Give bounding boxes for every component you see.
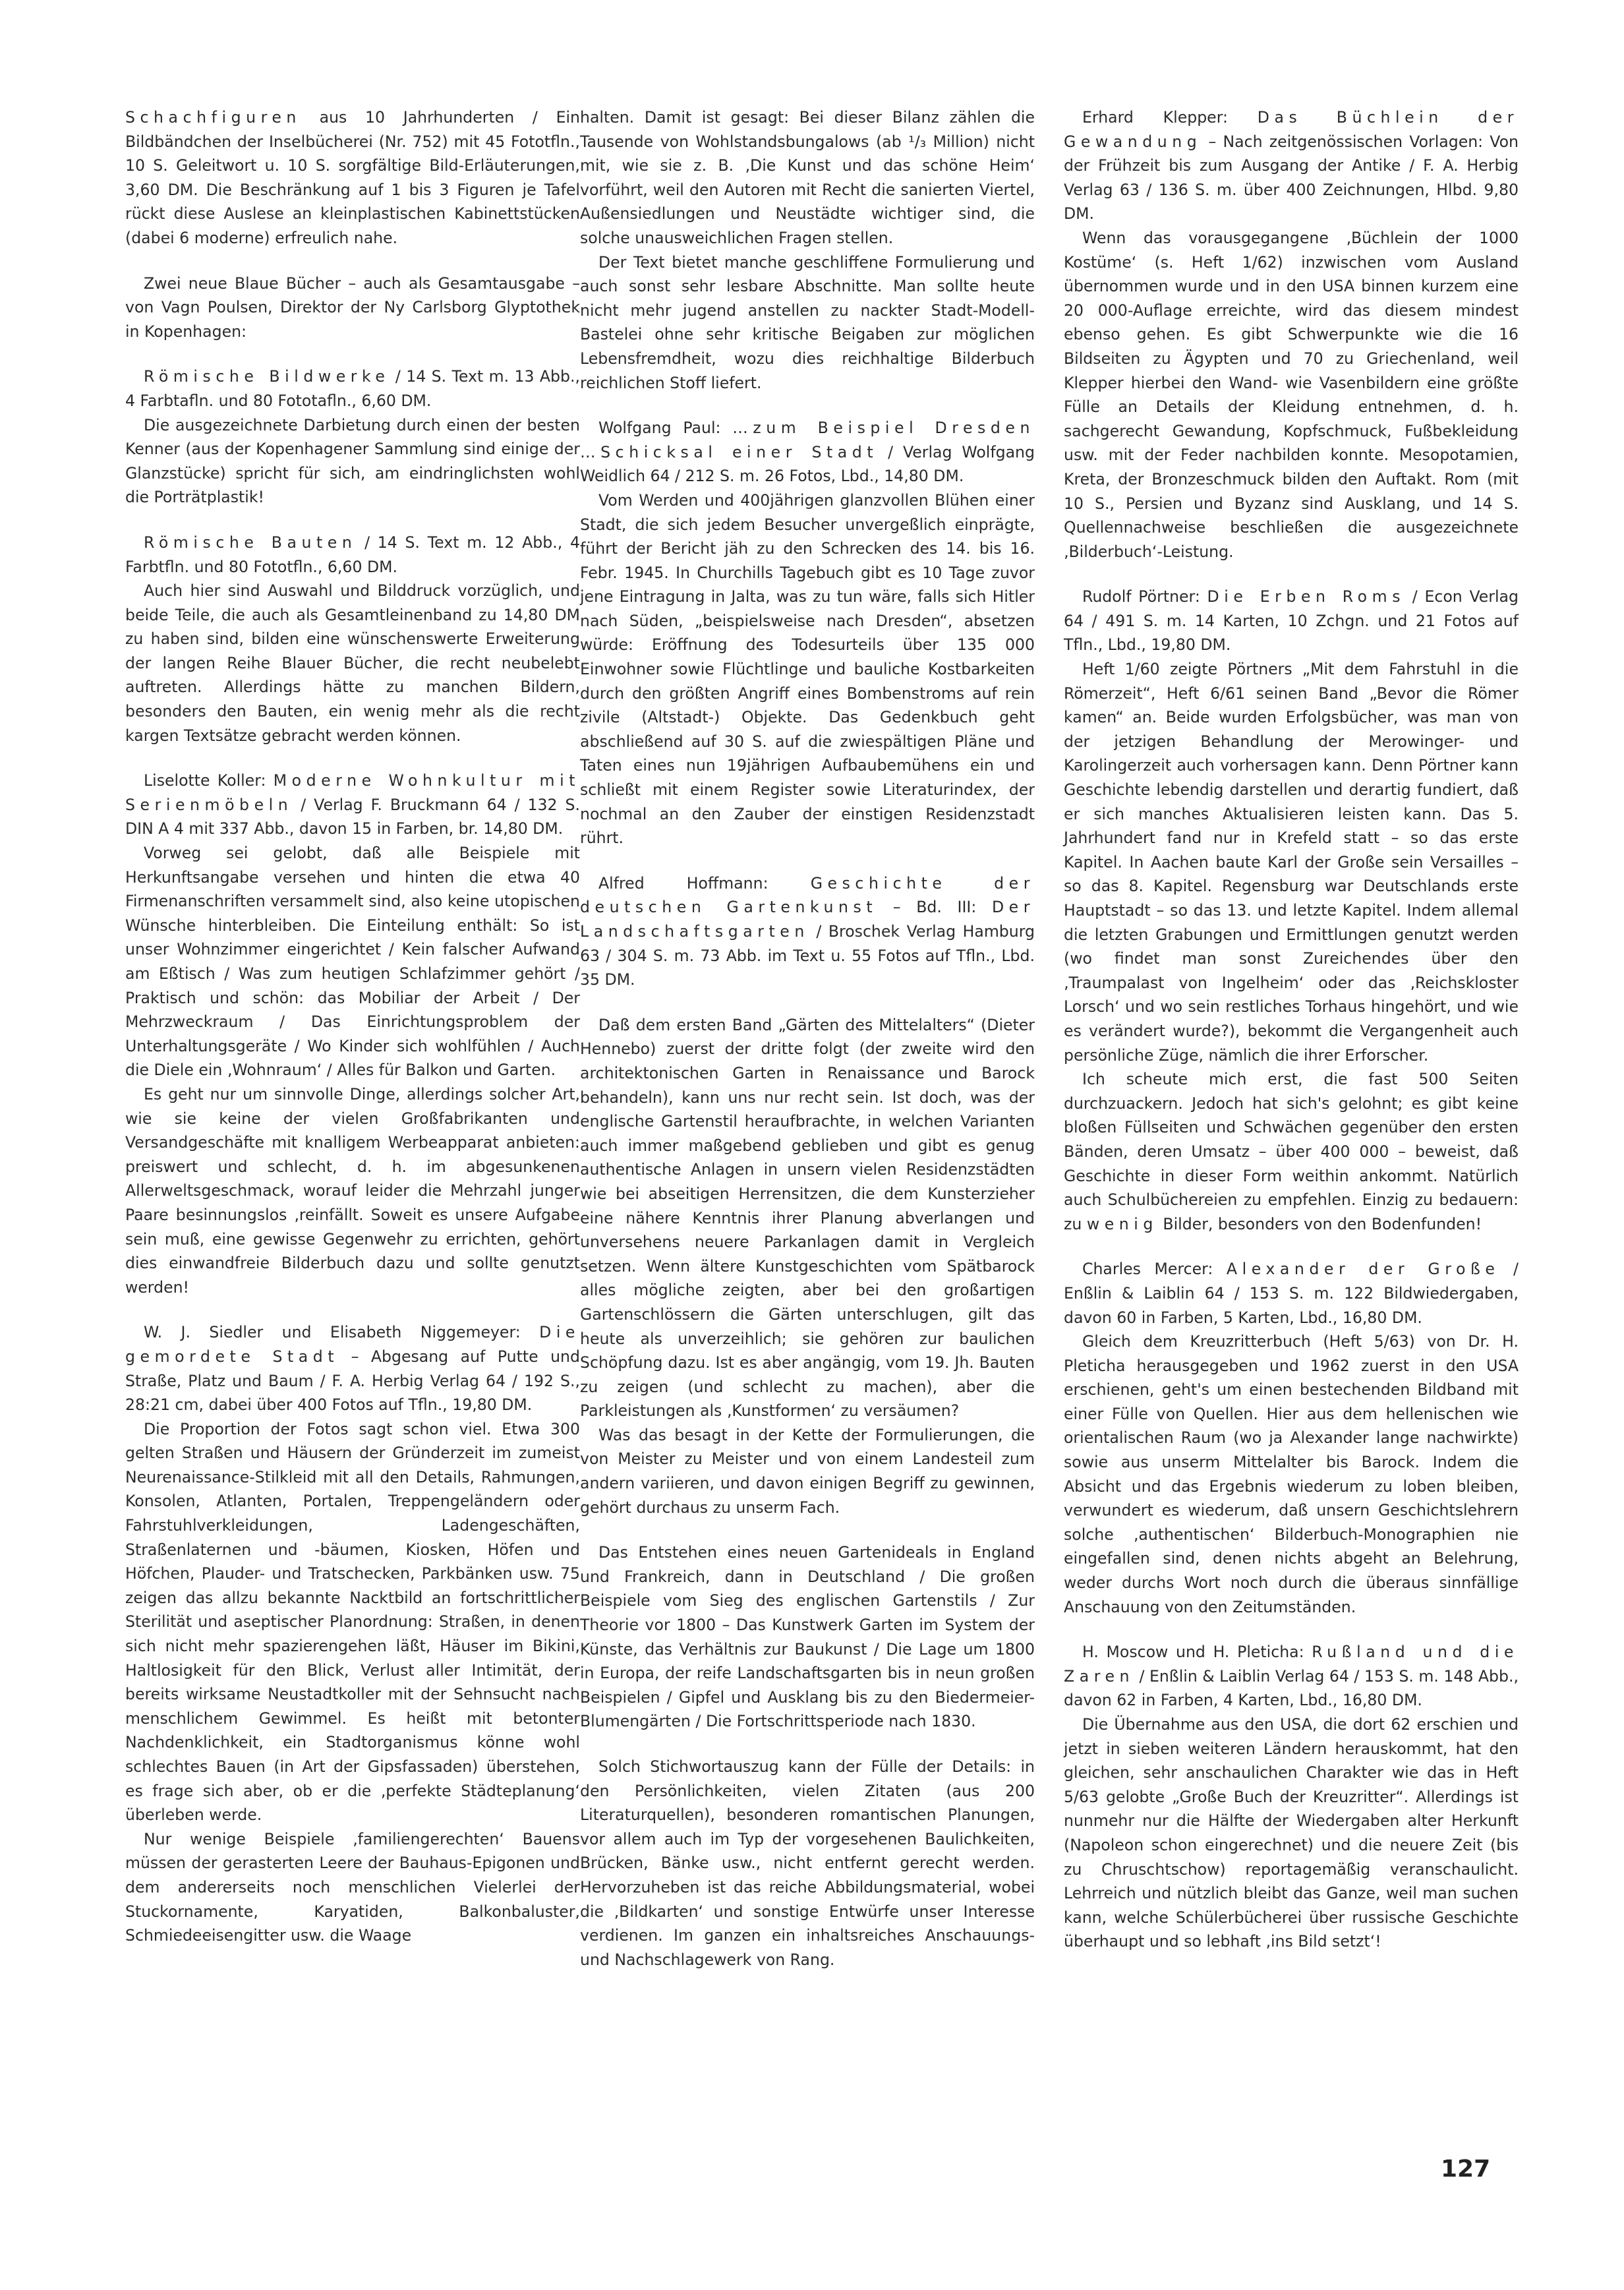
- body-text: Heft 1/60 zeigte Pörtners „Mit dem Fahrstuhl in die Römerzeit“, Heft 6/61 seinen Band „Bevor die Römer kamen“ an. Beide wurden Erfolgsbücher, was man von der jetzigen Behandlung der Merowinger- und Karolingerzeit auch vorhersagen kann. Denn Pörtner kann Geschichte lebendig darstellen und derartig fundiert, daß er sich manches Aktualisieren leisten kann. Das 5. Jahrhundert fand nur in Krefeld statt – so das erste Kapitel. In Aachen baute Karl der Große sein Versailles – so das 8. Kapitel. Regensburg war Deutschlands erste Hauptstadt – so das 13. und letzte Kapitel. Indem allemal die letzten Grabungen und Ermittlungen genutzt werden (wo findet man sonst Zureichendes über den ‚Traumpalast von Ingelheim‘ oder das ‚Reichskloster Lorsch‘ und wo sein restliches Torhaus hingehört, und wie es verändert wurde?), bekommt die Vergangenheit auch persönliche Züge, nämlich die ihrer Erforscher.: [1064, 660, 1519, 1065]
- body-text: Der Text bietet manche geschliffene Formulierung und auch sonst sehr lesbare Abschnitte. Man sollte heute nicht mehr jugend anstellen zu nackter Stadt-Modell-Bastelei ohne sehr kritische Beigaben zur möglichen Lebensfremdheit, wozu dies reichhaltige Bilderbuch reichlichen Stoff liefert.: [580, 252, 1035, 392]
- body-text: Das Entstehen eines neuen Gartenideals in England und Frankreich, dann in Deutschland / Die großen Beispiele vom Sieg des englischen Gartenstils / Zur Theorie vor 1800 – Das Kunstwerk Garten im System der Künste, das Verhältnis zur Baukunst / Die Lage um 1800 in Europa, der reife Landschaftsgarten bis in neun großen Beispielen / Gipfel und Ausklang bis zu den Biedermeier-Blumengärten / Die Fortschrittsperiode nach 1830.: [580, 1543, 1035, 1731]
- paragraph: [1064, 226, 1519, 564]
- body-text: Wenn das vorausgegangene ‚Büchlein der 1000 Kostüme‘ (s. Heft 1/62) inzwischen vom Ausland übernommen wurde und in den USA binnen kurzem eine 20 000-Auflage erreichte, wird das diesem mindest ebenso gehen. Es gibt Schwerpunkte wie die 16 Bildseiten zu Ägypten und 70 zu Griechenland, weil Klepper hierbei den Wand- wie Vasenbildern eine größte Fülle an Details der Kleidung entnehmen, d. h. sachgerecht Gewandung, Kopfschmuck, Fußbekleidung usw. mit der Feder nachbilden konnte. Mesopotamien, Kreta, der Bronzeschmuck bilden den Auftakt. Rom (mit 10 S., Persien und Byzanz sind Ausklang, und 14 S. Quellennachweise beschließen die ausgezeichnete ‚Bilderbuch‘-Leistung.: [1064, 228, 1519, 561]
- paragraph: [580, 250, 1035, 396]
- body-text: Ich scheute mich erst, die fast 500 Seiten durchzuackern. Jedoch hat sich's gelohnt; es gibt keine bloßen Füllseiten und Schwächen gegenüber den ersten Bänden, deren Umsatz – über 400 000 – beweist, daß Geschichte in dieser Form weithin ankommt. Natürlich auch Schulbüchereien zu empfehlen. Einzig zu bedauern: zu: [1064, 1070, 1519, 1233]
- spaced-title-text: Moderne Wohnkultur mit Serienmöbeln: [125, 771, 580, 814]
- spaced-title-text: Die gemordete Stadt: [125, 1323, 580, 1366]
- paragraph: [1064, 585, 1519, 657]
- paragraph: [580, 416, 1035, 488]
- page-number: 127: [1441, 2156, 1491, 2183]
- spaced-title-text: wenig: [1086, 1214, 1158, 1233]
- paragraph: [125, 105, 580, 250]
- paragraph: [125, 1082, 580, 1299]
- body-text: Wolfgang Paul:: [598, 419, 733, 438]
- body-text: halten. Damit ist gesagt: Bei dieser Bilanz zählen die Tausende von Wohlstandsbungalows (ab ¹/₃ Million) nicht mit, wie sie z. B. ‚Die Kunst und das schöne Heim‘ vorführt, weil den Autoren mit Recht die sanierten Viertel, Außensiedlungen und Neustädte wichtiger sind, die solche unausweichlichen Fragen stellen.: [580, 108, 1035, 247]
- body-text: Die ausgezeichnete Darbietung durch einen der besten Kenner (aus der Kopenhagener Sammlung sind einige der Glanzstücke) spricht für sich, am eindringlichsten wohl die Porträtplastik!: [125, 415, 580, 507]
- body-text: Die Übernahme aus den USA, die dort 62 erschien und jetzt in sieben weiteren Ländern herauskommt, hat den gleichen, sehr anschaulichen Charakter wie das in Heft 5/63 gelobte „Große Buch der Kreuzritter“. Allerdings ist nunmehr nur die Hälfte der Wiedergaben alter Herkunft (Napoleon schon eingerechnet) und die neuere Zeit (bis zu Chruschtschow) reportagemäßig veranschaulicht. Lehrreich und nützlich bleibt das Ganze, weil man suchen kann, welche Schülerbücherei über russische Geschichte überhaupt und so lebhaft ‚ins Bild setzt‘!: [1064, 1715, 1519, 1951]
- paragraph: [125, 365, 580, 413]
- spaced-title-text: Geschichte der deutschen Gartenkunst: [580, 873, 1035, 917]
- body-text: Bilder, besonders von den Bodenfunden!: [1157, 1214, 1482, 1233]
- paragraph-gap: [125, 250, 580, 272]
- body-text: Nur wenige Beispiele ‚familiengerechten‘ Bauens müssen der gerasterten Leere der Bauhaus-Epigonen und dem andererseits noch menschlichen Vielerlei der Stuckornamente, Karyatiden, Balkonbaluster, Schmiedeeisengitter usw. die Waage: [125, 1829, 580, 1945]
- body-text: / Econ Verlag 64 / 491 S. m. 14 Karten, 10 Zchgn. und 21 Fotos auf Tfln., Lbd., 19,80 DM.: [1064, 587, 1519, 655]
- paragraph: [580, 1423, 1035, 1519]
- paragraph-gap: [125, 510, 580, 531]
- paragraph: [580, 1755, 1035, 1972]
- body-text: / Enßlin & Laiblin Verlag 64 / 153 S. m. 148 Abb., davon 62 in Farben, 4 Karten, Lbd., 16,80 DM.: [1064, 1666, 1519, 1710]
- body-text: Es geht nur um sinnvolle Dinge, allerdings solcher Art, wie sie keine der vielen Großfabrikanten und Versandgeschäfte mit knalligem Werbeapparat anbieten: preiswert und schlecht, d. h. im abgesunkenen Allerweltsgeschmack, worauf leider die Mehrzahl junger Paare besinnungslos ‚reinfällt. Soweit es unsere Aufgabe sein muß, eine gewisse Gegenwehr zu errichten, gehört dies einwandfreie Bilderbuch dazu und sollte genutzt werden!: [125, 1084, 580, 1297]
- paragraph: [1064, 657, 1519, 1067]
- spaced-title-text: Die Erben Roms: [1207, 587, 1406, 606]
- body-text: W. J. Siedler und Elisabeth Niggemeyer:: [144, 1323, 540, 1342]
- body-text: / Enßlin & Laiblin 64 / 153 S. m. 122 Bildwiedergaben, davon 60 in Farben, 5 Karten, Lbd., 16,80 DM.: [1064, 1260, 1519, 1327]
- body-text: – Bd. III:: [877, 898, 992, 917]
- body-text: – Nach zeitgenössischen Vorlagen: Von der Frühzeit bis zum Ausgang der Antike / F. A. Herbig Verlag 63 / 136 S. m. über 400 Zeichnungen, Hlbd. 9,80 DM.: [1064, 132, 1519, 223]
- body-text: Gleich dem Kreuzritterbuch (Heft 5/63) von Dr. H. Pleticha herausgegeben und 1962 zuerst in den USA erschienen, geht's um einen bestechenden Bildband mit einer Fülle von Quellen. Hier aus dem hellenischen wie orientalischen Raum (wo ja Alexander lange nachwirkte) sowie aus unserm Mittelalter bis Barock. Indem die Absicht und das Ergebnis wiederum zu loben bleiben, verwundert es wiederum, daß unsern Geschichtslehrern solche ‚authentischen‘ Bilderbuch-Monographien nie eingefallen sind, denen nichts abgeht an Belehrung, weder durchs Wort noch durch die überaus sinnfällige Anschauung von den Zeitumständen.: [1064, 1332, 1519, 1616]
- paragraph-gap: [580, 1734, 1035, 1755]
- paragraph-gap: [580, 395, 1035, 416]
- paragraph-gap: [1064, 564, 1519, 585]
- body-text: / 14 S. Text m. 12 Abb., 4 Farbtfln. und 80 Fototfln., 6,60 DM.: [125, 533, 580, 576]
- paragraph: [125, 579, 580, 748]
- paragraph-gap: [580, 850, 1035, 871]
- body-text: Liselotte Koller:: [144, 771, 274, 790]
- paragraph: [125, 841, 580, 1082]
- body-text: Alfred Hoffmann:: [598, 873, 811, 893]
- spaced-title-text: Römische Bauten: [144, 533, 357, 552]
- body-text: aus 10 Jahrhunderten / Ein Bildbändchen der Inselbücherei (Nr. 752) mit 45 Fototfln., 10 S. Geleitwort u. 10 S. sorgfältige Bild-Erläuterungen, 3,60 DM. Die Beschränkung auf 1 bis 3 Figuren je Tafel rückt diese Auslese an kleinplastischen Kabinettstücken (dabei 6 moderne) erfreulich nahe.: [125, 108, 580, 247]
- body-text: H. Moscow und H. Pleticha:: [1082, 1643, 1312, 1662]
- body-text: – Abgesang auf Putte und Straße, Platz und Baum / F. A. Herbig Verlag 64 / 192 S., 28:21 cm, dabei über 400 Fotos auf Tfln., 19,80 DM.: [125, 1347, 580, 1415]
- paragraph: [580, 1541, 1035, 1734]
- body-text: Auch hier sind Auswahl und Bilddruck vorzüglich, und beide Teile, die auch als Gesamtleinenband zu 14,80 DM zu haben sind, bilden eine wünschenswerte Erweiterung der langen Reihe Blauer Bücher, die recht neubelebt auftreten. Allerdings hätte zu manchen Bildern, besonders den Bauten, ein wenig mehr als die recht kargen Textsätze gebracht werden können.: [125, 581, 580, 745]
- spaced-title-text: Das Büchlein der Gewandung: [1064, 108, 1519, 151]
- body-text: Rudolf Pörtner:: [1082, 587, 1207, 606]
- paragraph: [125, 1827, 580, 1948]
- paragraph: [1064, 1257, 1519, 1330]
- paragraph: [580, 871, 1035, 992]
- spaced-title-text: …zum Beispiel Dresden …Schicksal einer Stadt: [580, 419, 1035, 461]
- paragraph: [1064, 1640, 1519, 1713]
- body-text: Die Proportion der Fotos sagt schon viel. Etwa 300 gelten Straßen und Häusern der Gründerzeit im zumeist Neurenaissance-Stilkleid mit all den Details, Rahmungen, Konsolen, Atlanten, Portalen, Treppengeländern oder Fahrstuhlverkleidungen, Ladengeschäften, Straßenlaternen und -bäumen, Kiosken, Höfen und Höfchen, Plauder- und Tratschecken, Parkbänken usw. 75 zeigen das allzu bekannte Nacktbild an fortschrittlicher Sterilität und aseptischer Planordnung: Straßen, in denen sich nicht mehr spazierengehen läßt, Häuser im Bikini, Haltlosigkeit für den Blick, Verlust aller Intimität, der bereits wirksame Neustadtkoller mit der Sehnsucht nach menschlichem Gewimmel. Es heißt mit betonter Nachdenklichkeit, ein Stadtorganismus könne wohl schlechtes Bauen (in Art der Gipsfassaden) überstehen, es frage sich aber, ob er die ‚perfekte Städteplanung‘ überleben werde.: [125, 1419, 580, 1825]
- spaced-title-text: Schachfiguren: [125, 108, 301, 127]
- body-text: / Broschek Verlag Hamburg 63 / 304 S. m. 73 Abb. im Text u. 55 Fotos auf Tfln., Lbd. 35 DM.: [580, 922, 1035, 989]
- spaced-title-text: Rußland und die Zaren: [1064, 1643, 1519, 1686]
- paragraph: [125, 413, 580, 510]
- paragraph: [1064, 1330, 1519, 1619]
- paragraph-gap: [1064, 1236, 1519, 1257]
- paragraph: [1064, 1713, 1519, 1954]
- paragraph: [125, 1417, 580, 1827]
- body-text: / Verlag F. Bruckmann 64 / 132 S. DIN A 4 mit 337 Abb., davon 15 in Farben, br. 14,80 DM.: [125, 795, 580, 838]
- column-1: [125, 105, 580, 1948]
- body-text: / Verlag Wolfgang Weidlich 64 / 212 S. m. 26 Fotos, Lbd., 14,80 DM.: [580, 442, 1035, 486]
- paragraph: [580, 1013, 1035, 1423]
- body-text: Erhard Klepper:: [1082, 108, 1258, 127]
- paragraph: [125, 769, 580, 841]
- spaced-title-text: Der Landschaftsgarten: [580, 898, 1035, 941]
- paragraph-gap: [125, 343, 580, 365]
- paragraph: [580, 105, 1035, 250]
- body-text: Solch Stichwortauszug kann der Fülle der Details: in den Persönlichkeiten, vielen Zitaten (aus 200 Literaturquellen), besonderen romantischen Planungen, vor allem auch im Typ der vorgesehenen Baulichkeiten, Brücken, Bänke usw., nicht entfernt gerecht werden. Hervorzuheben ist das reiche Abbildungsmaterial, wobei die ‚Bildkarten‘ und sonstige Entwürfe unser Interesse verdienen. Im ganzen ein inhaltsreiches Anschauungs- und Nachschlagewerk von Rang.: [580, 1757, 1035, 1969]
- body-text: Vom Werden und 400jährigen glanzvollen Blühen einer Stadt, die sich jedem Besucher unvergeßlich einprägte, führt der Bericht jäh zu den Schrecken des 14. bis 16. Febr. 1945. In Churchills Tagebuch gibt es 10 Tage zuvor jene Eintragung in Jalta, was zu tun wäre, falls sich Hitler nach Süden, „beispielsweise nach Dresden“, absetzen würde: Eröffnung des Todesurteils über 135 000 Einwohner sowie Flüchtlinge und bauliche Kostbarkeiten durch den größten Angriff eines Bombenstroms auf rein zivile (Altstadt-) Objekte. Das Gedenkbuch geht abschließend auf 30 S. auf die zwiespältigen Pläne und Taten eines nun 19jährigen Aufbaubemühens ein und schließt mit einem Register sowie Literaturindex, der nochmal an den Zauber der einstigen Residenzstadt rührt.: [580, 490, 1035, 848]
- column-3: [1064, 105, 1519, 1954]
- body-text: Charles Mercer:: [1082, 1260, 1227, 1279]
- paragraph-gap: [1064, 1619, 1519, 1640]
- paragraph: [1064, 1067, 1519, 1236]
- paragraph: [1064, 105, 1519, 226]
- spaced-title-text: Römische Bildwerke: [144, 367, 390, 386]
- paragraph: [125, 272, 580, 344]
- body-text: Daß dem ersten Band „Gärten des Mittelalters“ (Dieter Hennebo) zuerst der dritte folgt (der zweite wird den architektonischen Garten in Renaissance und Barock behandeln), kann uns nur recht sein. Ist doch, was der englische Gartenstil heraufbrachte, in welchen Varianten auch immer maßgebend geblieben und gibt es genug authentische Anlagen in unsern vielen Residenzstädten wie bei abseitigen Herrensitzen, die dem Kunsterzieher eine nähere Kenntnis ihrer Planung abverlangen und unversehens neuere Parkanlagen damit in Vergleich setzen. Wenn ältere Kunstgeschichten vom Spätbarock alles mögliche zeigten, aber bei den großartigen Gartenschlössern die Gärten unterschlugen, gilt das heute als unverzeihlich; sie gehören zur baulichen Schöpfung dazu. Ist es aber angängig, vom 19. Jh. Bauten zu zeigen (und schlecht zu machen), aber die Parkleistungen als ‚Kunstformen‘ zu versäumen?: [580, 1015, 1035, 1421]
- body-text: Vorweg sei gelobt, daß alle Beispiele mit Herkunftsangabe versehen und hinten die etwa 40 Firmenanschriften versammelt sind, also keine utopischen Wünsche hinterbleiben. Die Einteilung enthält: So ist unser Wohnzimmer eingerichtet / Kein falscher Aufwand am Eßtisch / Was zum heutigen Schlafzimmer gehört / Praktisch und schön: das Mobiliar der Arbeit / Der Mehrzweckraum / Das Einrichtungsproblem der Unterhaltungsgeräte / Wo Kinder sich wohlfühlen / Auch die Diele ein ‚Wohnraum‘ / Alles für Balkon und Garten.: [125, 844, 580, 1080]
- paragraph-gap: [125, 1299, 580, 1320]
- paragraph: [580, 488, 1035, 850]
- body-text: Was das besagt in der Kette der Formulierungen, die von Meister zu Meister und von einem Landesteil zum andern variieren, und davon einigen Begriff zu gewinnen, gehört durchaus zu unserm Fach.: [580, 1425, 1035, 1517]
- column-2: [580, 105, 1035, 1972]
- body-text: / 14 S. Text m. 13 Abb., 4 Farbtafln. und 80 Fototafln., 6,60 DM.: [125, 367, 580, 410]
- paragraph-gap: [580, 992, 1035, 1013]
- paragraph-gap: [580, 1519, 1035, 1541]
- spaced-title-text: Alexander der Große: [1226, 1260, 1500, 1279]
- paragraph: [125, 531, 580, 579]
- body-text: Zwei neue Blaue Bücher – auch als Gesamtausgabe – von Vagn Poulsen, Direktor der Ny Carlsborg Glyptothek in Kopenhagen:: [125, 274, 580, 341]
- paragraph-gap: [125, 748, 580, 769]
- paragraph: [125, 1320, 580, 1417]
